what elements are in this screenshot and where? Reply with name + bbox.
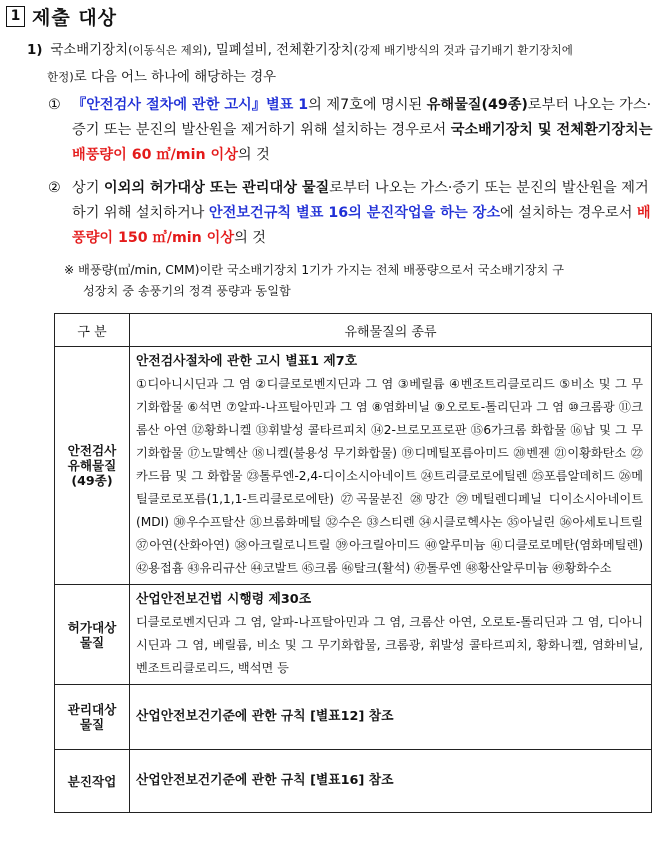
row-body <box>130 585 652 685</box>
row-body <box>130 750 652 813</box>
table-row <box>55 685 652 750</box>
table-header-category: 구 분 <box>55 314 130 347</box>
row-heading: 산업안전보건기준에 관한 규칙 [별표12] 참조 <box>136 709 394 724</box>
row-body <box>130 685 652 750</box>
category-line: 물질 <box>79 717 105 732</box>
row-content: ①디아니시딘과 그 염 ②디클로로벤지딘과 그 염 ③베릴륨 ④벤조트리클로리드 ⑤비소 및 그 무기화합물 ⑥석면 ⑦알파-나프틸아민과 그 염 ⑧염화비닐 ⑨오로토-톨리딘과 그 염 ⑩크롬광 ⑪크롬산 아연 ⑫황화니켈 ⑬휘발성 콜타르피치 ⑭2-브로모프로판 ⑮6가크롬 화합물 ⑯납 및 그 무기화합물 ⑰노말헥산 ⑱니켈(불용성 무기화합물) ⑲디메틸포름아미드 ⑳벤젠 ㉑이황화탄소 ㉒카드뮴 및 그 화합물 ㉓톨루엔-2,4-디이소시아네이트 ㉔트리클로로에틸렌 ㉕포름알데히드 ㉖메틸클로로포름(1,1,1-트리클로로에탄) ㉗곡물분진 ㉘망간 ㉙메틸렌디페닐 디이소시아네이트(MDI) ㉚우수프탈산 ㉛브롬화메틸 ㉜수은 ㉝스티렌 ㉞시클로헥사논 ㉟아닐린 ㊱아세토니트릴 ㊲아연(산화아연) ㊳아크릴로니트릴 ㊴아크릴아미드 ㊵알루미늄 ㊶디클로로메탄(염화메틸렌) ㊷용접흄 ㊸유리규산 ㊹코발트 ㊺크롬 ㊻탈크(활석) ㊼톨루엔 ㊽황산알루미늄 ㊾황화수소 <box>136 377 643 575</box>
sub-item-2-t7: 의 것 <box>234 230 266 246</box>
sub-item-1-t7: 의 것 <box>237 147 270 163</box>
item-1-number: 1) <box>27 43 43 58</box>
sub-item-2-marker: ② <box>48 180 61 196</box>
sub-item-2-t4: 안전보건규칙 별표 16의 분진작업을 하는 장소 <box>208 205 501 221</box>
row-heading: 안전검사절차에 관한 고시 별표1 제7호 <box>136 354 358 369</box>
sub-item-1-marker: ① <box>48 97 61 113</box>
item-1 <box>27 37 652 91</box>
sub-item-1-t1: 의 제7호에 명시된 <box>308 97 427 113</box>
item-1-text-c-small: 한정) <box>47 70 74 84</box>
sub-item-2 <box>48 176 656 251</box>
sub-item-1-ref: 『안전검사 절차에 관한 고시』별표 1 <box>72 97 309 113</box>
section-number: 1 <box>6 6 25 27</box>
category-safety-inspection <box>55 347 130 585</box>
sub-item-2-t5: 에 설치하는 경우로서 <box>500 205 637 221</box>
category-line: 안전검사 <box>67 443 117 458</box>
category-line: 물질 <box>79 634 105 650</box>
row-content: 디클로로벤지딘과 그 염, 알파-나프탈아민과 그 염, 크롬산 아연, 오로토-톨리딘과 그 염, 디아니시딘과 그 염, 베릴륨, 비소 및 그 무기화합물, 크롬광, 휘발성 콜타르피치, 황화니켈, 염화비닐, 벤조트리클로리드, 백석면 등 <box>136 615 643 675</box>
sub-item-1-t3: 로부터 나오는 가스·증기 또는 분진의 발산원을 제거하기 위해 설치하는 경우로서 <box>72 97 652 138</box>
category-permitted-substance <box>55 585 130 685</box>
note-line-1: 배풍량(㎥/min, CMM)이란 국소배기장치 1기가 가지는 전체 배풍량으로서 국소배기장치 구 <box>78 263 565 277</box>
section-heading <box>6 3 117 30</box>
sub-item-2-t6: 배풍량이 150 ㎥/min 이상 <box>72 205 651 246</box>
category-line: 허가대상 <box>67 619 117 635</box>
sub-item-2-t3: 로부터 나오는 가스·증기 또는 분진의 발산원을 제거하기 위해 설치하거나 <box>72 180 649 221</box>
item-1-text-a: 국소배기장치 <box>50 43 129 58</box>
sub-item-2-t1: 상기 <box>72 180 104 196</box>
note-line-2: 성장치 중 송풍기의 정격 풍량과 동일함 <box>83 284 291 298</box>
item-1-text-c: 로 다음 어느 하나에 해당하는 경우 <box>73 70 277 85</box>
note-mark: ※ <box>64 263 75 277</box>
sub-item-1-t2: 유해물질(49종) <box>426 97 528 113</box>
category-line: 분진작업 <box>67 773 117 789</box>
row-body <box>130 347 652 585</box>
category-line: (49종) <box>71 473 113 488</box>
note <box>64 260 656 302</box>
row-heading: 산업안전보건법 시행령 제30조 <box>136 592 312 607</box>
category-line: 관리대상 <box>67 702 117 717</box>
section-title: 제출 대상 <box>32 7 118 29</box>
substance-table <box>54 313 652 813</box>
item-1-text-b-small: (강제 배기방식의 것과 급기배기 환기장치에 <box>353 43 573 57</box>
item-1-text-b: , 밀폐설비, 전체환기장치 <box>207 43 354 58</box>
category-line: 유해물질 <box>67 458 117 473</box>
table-header-substances: 유해물질의 종류 <box>130 314 652 347</box>
sub-item-2-t2: 이외의 허가대상 또는 관리대상 물질 <box>103 180 330 196</box>
row-heading: 산업안전보건기준에 관한 규칙 [별표16] 참조 <box>136 773 394 788</box>
sub-item-1 <box>48 93 656 168</box>
category-managed-substance <box>55 685 130 750</box>
table-header-row <box>55 314 652 347</box>
table-row <box>55 750 652 813</box>
item-1-text-a-small: (이동식은 제외) <box>128 43 208 57</box>
table-row <box>55 347 652 585</box>
table-row <box>55 585 652 685</box>
category-dust-work <box>55 750 130 813</box>
sub-item-1-t4: 국소배기장치 및 전체환기장치는 <box>450 122 653 138</box>
sub-item-1-t6: 배풍량이 60 ㎥/min 이상 <box>72 147 238 163</box>
